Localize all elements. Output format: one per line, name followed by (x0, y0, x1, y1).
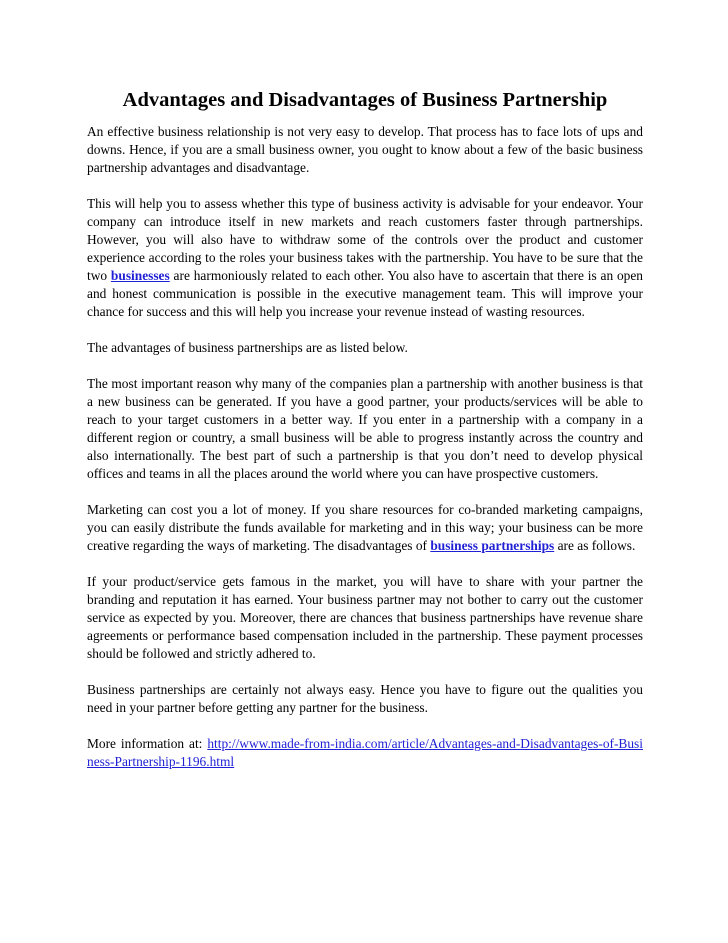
paragraph-marketing-text-b: are as follows. (554, 538, 636, 553)
document-page (87, 88, 643, 789)
paragraph-assess (87, 195, 643, 321)
paragraph-conclusion: Business partnerships are certainly not always easy. Hence you have to figure out the qualities you need in your partner before getting any partner for the business. (87, 682, 643, 715)
paragraph-intro: An effective business relationship is not very easy to develop. That process has to face lots of ups and downs. Hence, if you are a small business owner, you ought to know about a few of the basic business partnership advantages and disadvantage. (87, 124, 643, 175)
more-info-label: More information at: (87, 736, 208, 751)
source-url-link[interactable]: http://www.made-from-india.com/article/Advantages-and-Disadvantages-of-Business-Partnership-1196.html (87, 736, 643, 769)
paragraph-marketing (87, 501, 643, 555)
paragraph-disadvantages: If your product/service gets famous in the market, you will have to share with your partner the branding and reputation it has earned. Your business partner may not bother to carry out the customer service as expected by you. Moreover, there are chances that business partnerships have revenue share agreements or performance based compensation included in the partnership. These payment processes should be followed and strictly adhered to. (87, 574, 643, 661)
document-title: Advantages and Disadvantages of Business Partnership (122, 89, 608, 111)
paragraph-advantages-intro: The advantages of business partnerships are as listed below. (87, 340, 408, 355)
paragraph-new-business: The most important reason why many of the companies plan a partnership with another business is that a new business can be generated. If you have a good partner, your products/services will be able to reach to your target customers in a better way. If you enter in a partnership with a company in a different region or country, a small business will be able to progress instantly across the country and also internationally. The best part of such a partnership is that you don’t need to develop physical offices and teams in all the places around the world where you can have prospective customers. (87, 376, 643, 481)
paragraph-more-info (87, 735, 643, 771)
paragraph-marketing-text-a: Marketing can cost you a lot of money. If you share resources for co-branded marketing campaigns, you can easily distribute the funds available for marketing and in this way; your business can be more creative regarding the ways of marketing. The disadvantages of (87, 502, 643, 553)
business-partnerships-link[interactable]: business partnerships (430, 538, 555, 553)
paragraph-assess-text-a: This will help you to assess whether this type of business activity is advisable for your endeavor. Your company can introduce itself in new markets and reach customers faster through partnerships. However, you will also have to withdraw some of the controls over the product and customer experience according to the roles your business takes with the partnership. You have to be sure that the two (87, 196, 643, 283)
businesses-link[interactable]: businesses (110, 268, 170, 283)
paragraph-assess-text-b: are harmoniously related to each other. You also have to ascertain that there is an open and honest communication is possible in the executive management team. This will improve your chance for success and this will help you increase your revenue instead of wasting resources. (87, 268, 643, 319)
